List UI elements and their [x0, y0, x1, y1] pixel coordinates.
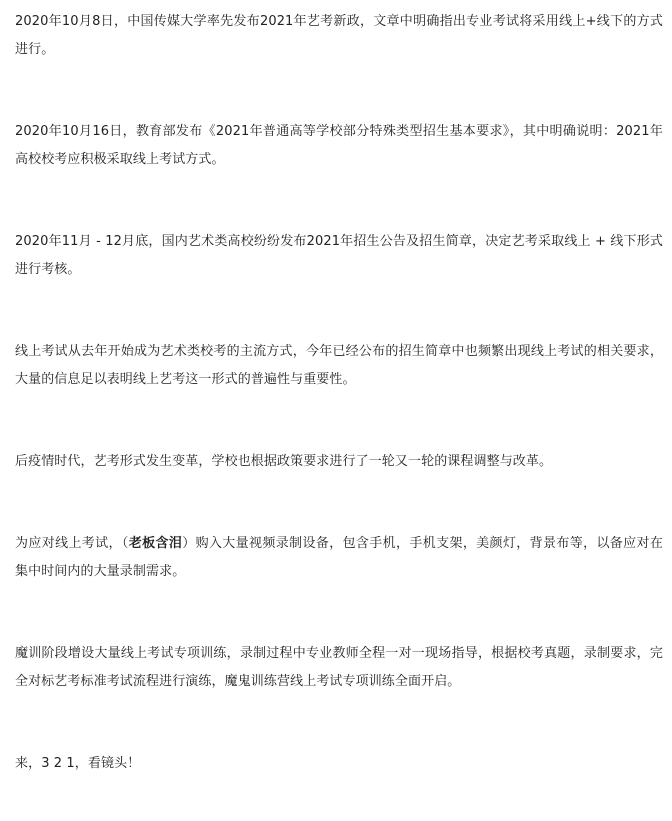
paragraph-cuc-policy: 2020年10月8日，中国传媒大学率先发布2021年艺考新政，文章中明确指出专业考试将采用线上+线下的方式进行。	[15, 14, 663, 57]
paragraph-moe-requirements: 2020年10月16日，教育部发布《2021年普通高等学校部分特殊类型招生基本要求》，其中明确说明：2021年高校校考应积极采取线上考试方式。	[15, 124, 663, 167]
paragraph-online-exam-trend: 线上考试从去年开始成为艺术类校考的主流方式，今年已经公布的招生简章中也频繁出现线上考试的相关要求，大量的信息足以表明线上艺考这一形式的普遍性与重要性。	[15, 344, 663, 387]
paragraph-special-training: 魔训阶段增设大量线上考试专项训练，录制过程中专业教师全程一对一现场指导，根据校考真题，录制要求，完全对标艺考标准考试流程进行演练，魔鬼训练营线上考试专项训练全面开启。	[15, 646, 663, 689]
paragraph-post-pandemic: 后疫情时代，艺考形式发生变革，学校也根据政策要求进行了一轮又一轮的课程调整与改革。	[15, 454, 553, 469]
boss-tears-emphasis: 老板含泪	[128, 536, 183, 551]
article-body	[15, 8, 663, 778]
paragraph-equipment-before: 为应对线上考试，（	[15, 536, 129, 551]
paragraph-equipment-purchase	[15, 530, 663, 586]
paragraph-closing: 来，3 2 1，看镜头！	[15, 756, 141, 771]
paragraph-equipment-after: ）购入大量视频录制设备，包含手机，手机支架，美颜灯，背景布等，以备应对在集中时间内的大量录制需求。	[15, 536, 663, 579]
paragraph-university-announcements: 2020年11月 - 12月底，国内艺术类高校纷纷发布2021年招生公告及招生简章，决定艺考采取线上 + 线下形式进行考核。	[15, 234, 663, 277]
